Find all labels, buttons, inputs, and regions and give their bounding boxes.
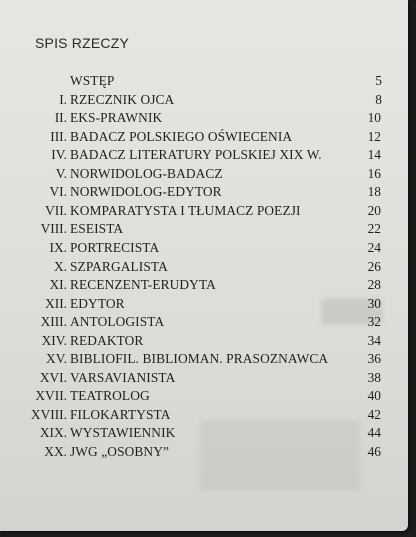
toc-entry-page-number: 20 xyxy=(367,202,381,218)
toc-entry-number: VI. xyxy=(49,184,67,200)
toc-entry xyxy=(0,369,408,387)
toc-entry xyxy=(0,443,408,461)
toc-entry-number: III. xyxy=(50,128,67,144)
toc-entry-page-number: 44 xyxy=(367,425,381,441)
toc-entry-page-number: 5 xyxy=(375,73,382,88)
toc-entry xyxy=(0,220,408,238)
toc-entry xyxy=(0,276,408,294)
toc-entry-page-number: 46 xyxy=(367,444,381,459)
toc-entry-number: XIX. xyxy=(39,425,67,441)
toc-entry-number: VII. xyxy=(45,202,67,218)
toc-entry-number: IV. xyxy=(51,147,67,163)
toc-entry xyxy=(0,406,408,424)
toc-entry-title: BADACZ POLSKIEGO OŚWIECENIA xyxy=(70,128,293,144)
toc-entry-title: EDYTOR xyxy=(70,295,125,311)
toc-entry-number: XIV. xyxy=(41,332,67,348)
toc-entry xyxy=(0,183,408,201)
toc-entry xyxy=(0,387,408,405)
toc-entry-title: BIBLIOFIL. BIBLIOMAN. PRASOZNAWCA xyxy=(70,351,329,367)
toc-entry-title: WYSTAWIENNIK xyxy=(70,425,176,441)
toc-entry-number: IX. xyxy=(49,239,67,255)
toc-entry-page-number: 12 xyxy=(367,128,381,144)
toc-entry-number: V. xyxy=(55,165,67,181)
toc-entry-title: BADACZ LITERATURY POLSKIEJ XIX W. xyxy=(70,147,322,163)
toc-entry-number: X. xyxy=(53,258,67,274)
toc-heading: SPIS RZECZY xyxy=(35,35,129,51)
toc-entry-page-number: 36 xyxy=(367,351,381,367)
toc-entry xyxy=(0,239,408,257)
toc-entry-page-number: 34 xyxy=(367,332,381,348)
toc-entry xyxy=(0,72,408,90)
toc-entry-title: EKS-PRAWNIK xyxy=(70,110,163,126)
toc-entry-number: XVII. xyxy=(35,388,67,404)
toc-entry-title: ESEISTA xyxy=(70,221,124,237)
toc-entry-page-number: 28 xyxy=(367,277,381,293)
toc-entry xyxy=(0,109,408,127)
toc-entry-title: NORWIDOLOG-BADACZ xyxy=(70,165,223,181)
toc-entry xyxy=(0,295,408,313)
toc-entry-number: XV. xyxy=(46,351,67,367)
toc-entry-title: VARSAVIANISTA xyxy=(70,369,176,385)
toc-entry xyxy=(0,350,408,368)
toc-entry xyxy=(0,91,408,109)
toc-entry-number: XVIII. xyxy=(30,406,67,422)
toc-entry-title: TEATROLOG xyxy=(70,388,150,404)
toc-entry-title: RZECZNIK OJCA xyxy=(70,91,175,107)
toc-entry-title: KOMPARATYSTA I TŁUMACZ POEZJI xyxy=(70,202,301,218)
toc-entry-number: XIII. xyxy=(40,314,67,330)
toc-entry-page-number: 32 xyxy=(367,314,381,330)
toc-entry xyxy=(0,424,408,442)
toc-entry-page-number: 10 xyxy=(367,110,381,126)
toc-entry-page-number: 42 xyxy=(367,406,381,422)
toc-entry xyxy=(0,258,408,276)
toc-entry-page-number: 18 xyxy=(367,184,381,200)
toc-entry-title: ANTOLOGISTA xyxy=(70,314,165,330)
toc-entry-page-number: 26 xyxy=(367,258,381,274)
toc-entry-title: NORWIDOLOG-EDYTOR xyxy=(70,184,222,200)
toc-entry-page-number: 8 xyxy=(375,91,382,107)
toc-entry-number: I. xyxy=(59,91,67,107)
toc-entry-page-number: 24 xyxy=(367,239,381,255)
toc-entry-number: XX. xyxy=(44,444,67,459)
toc-entry-page-number: 38 xyxy=(367,369,381,385)
toc-entry xyxy=(0,146,408,164)
toc-entry-page-number: 22 xyxy=(367,221,381,237)
toc-entry-number: XVI. xyxy=(39,369,67,385)
toc-entry xyxy=(0,202,408,220)
toc-entry-title: FILOKARTYSTA xyxy=(70,406,171,422)
toc-entry-number: II. xyxy=(54,110,67,126)
toc-entry-number: XI. xyxy=(49,277,67,293)
toc-entry-page-number: 30 xyxy=(367,295,381,311)
toc-entry xyxy=(0,165,408,183)
toc-entry-number: VIII. xyxy=(40,221,67,237)
toc-entry xyxy=(0,128,408,146)
toc-entry xyxy=(0,313,408,331)
toc-entry-page-number: 40 xyxy=(367,388,381,404)
toc-entry-title: JWG „OSOBNY” xyxy=(70,444,170,459)
toc-entry-title: WSTĘP xyxy=(70,73,115,88)
toc-entry-title: RECENZENT-ERUDYTA xyxy=(70,277,216,293)
toc-entry-page-number: 14 xyxy=(367,147,381,163)
toc-entry-title: PORTRECISTA xyxy=(70,239,160,255)
toc-entry-title: SZPARGALISTA xyxy=(70,258,168,274)
toc-entry xyxy=(0,332,408,350)
toc-entry-number: XII. xyxy=(45,295,67,311)
toc-entry-page-number: 16 xyxy=(367,165,381,181)
toc-entry-title: REDAKTOR xyxy=(70,332,144,348)
